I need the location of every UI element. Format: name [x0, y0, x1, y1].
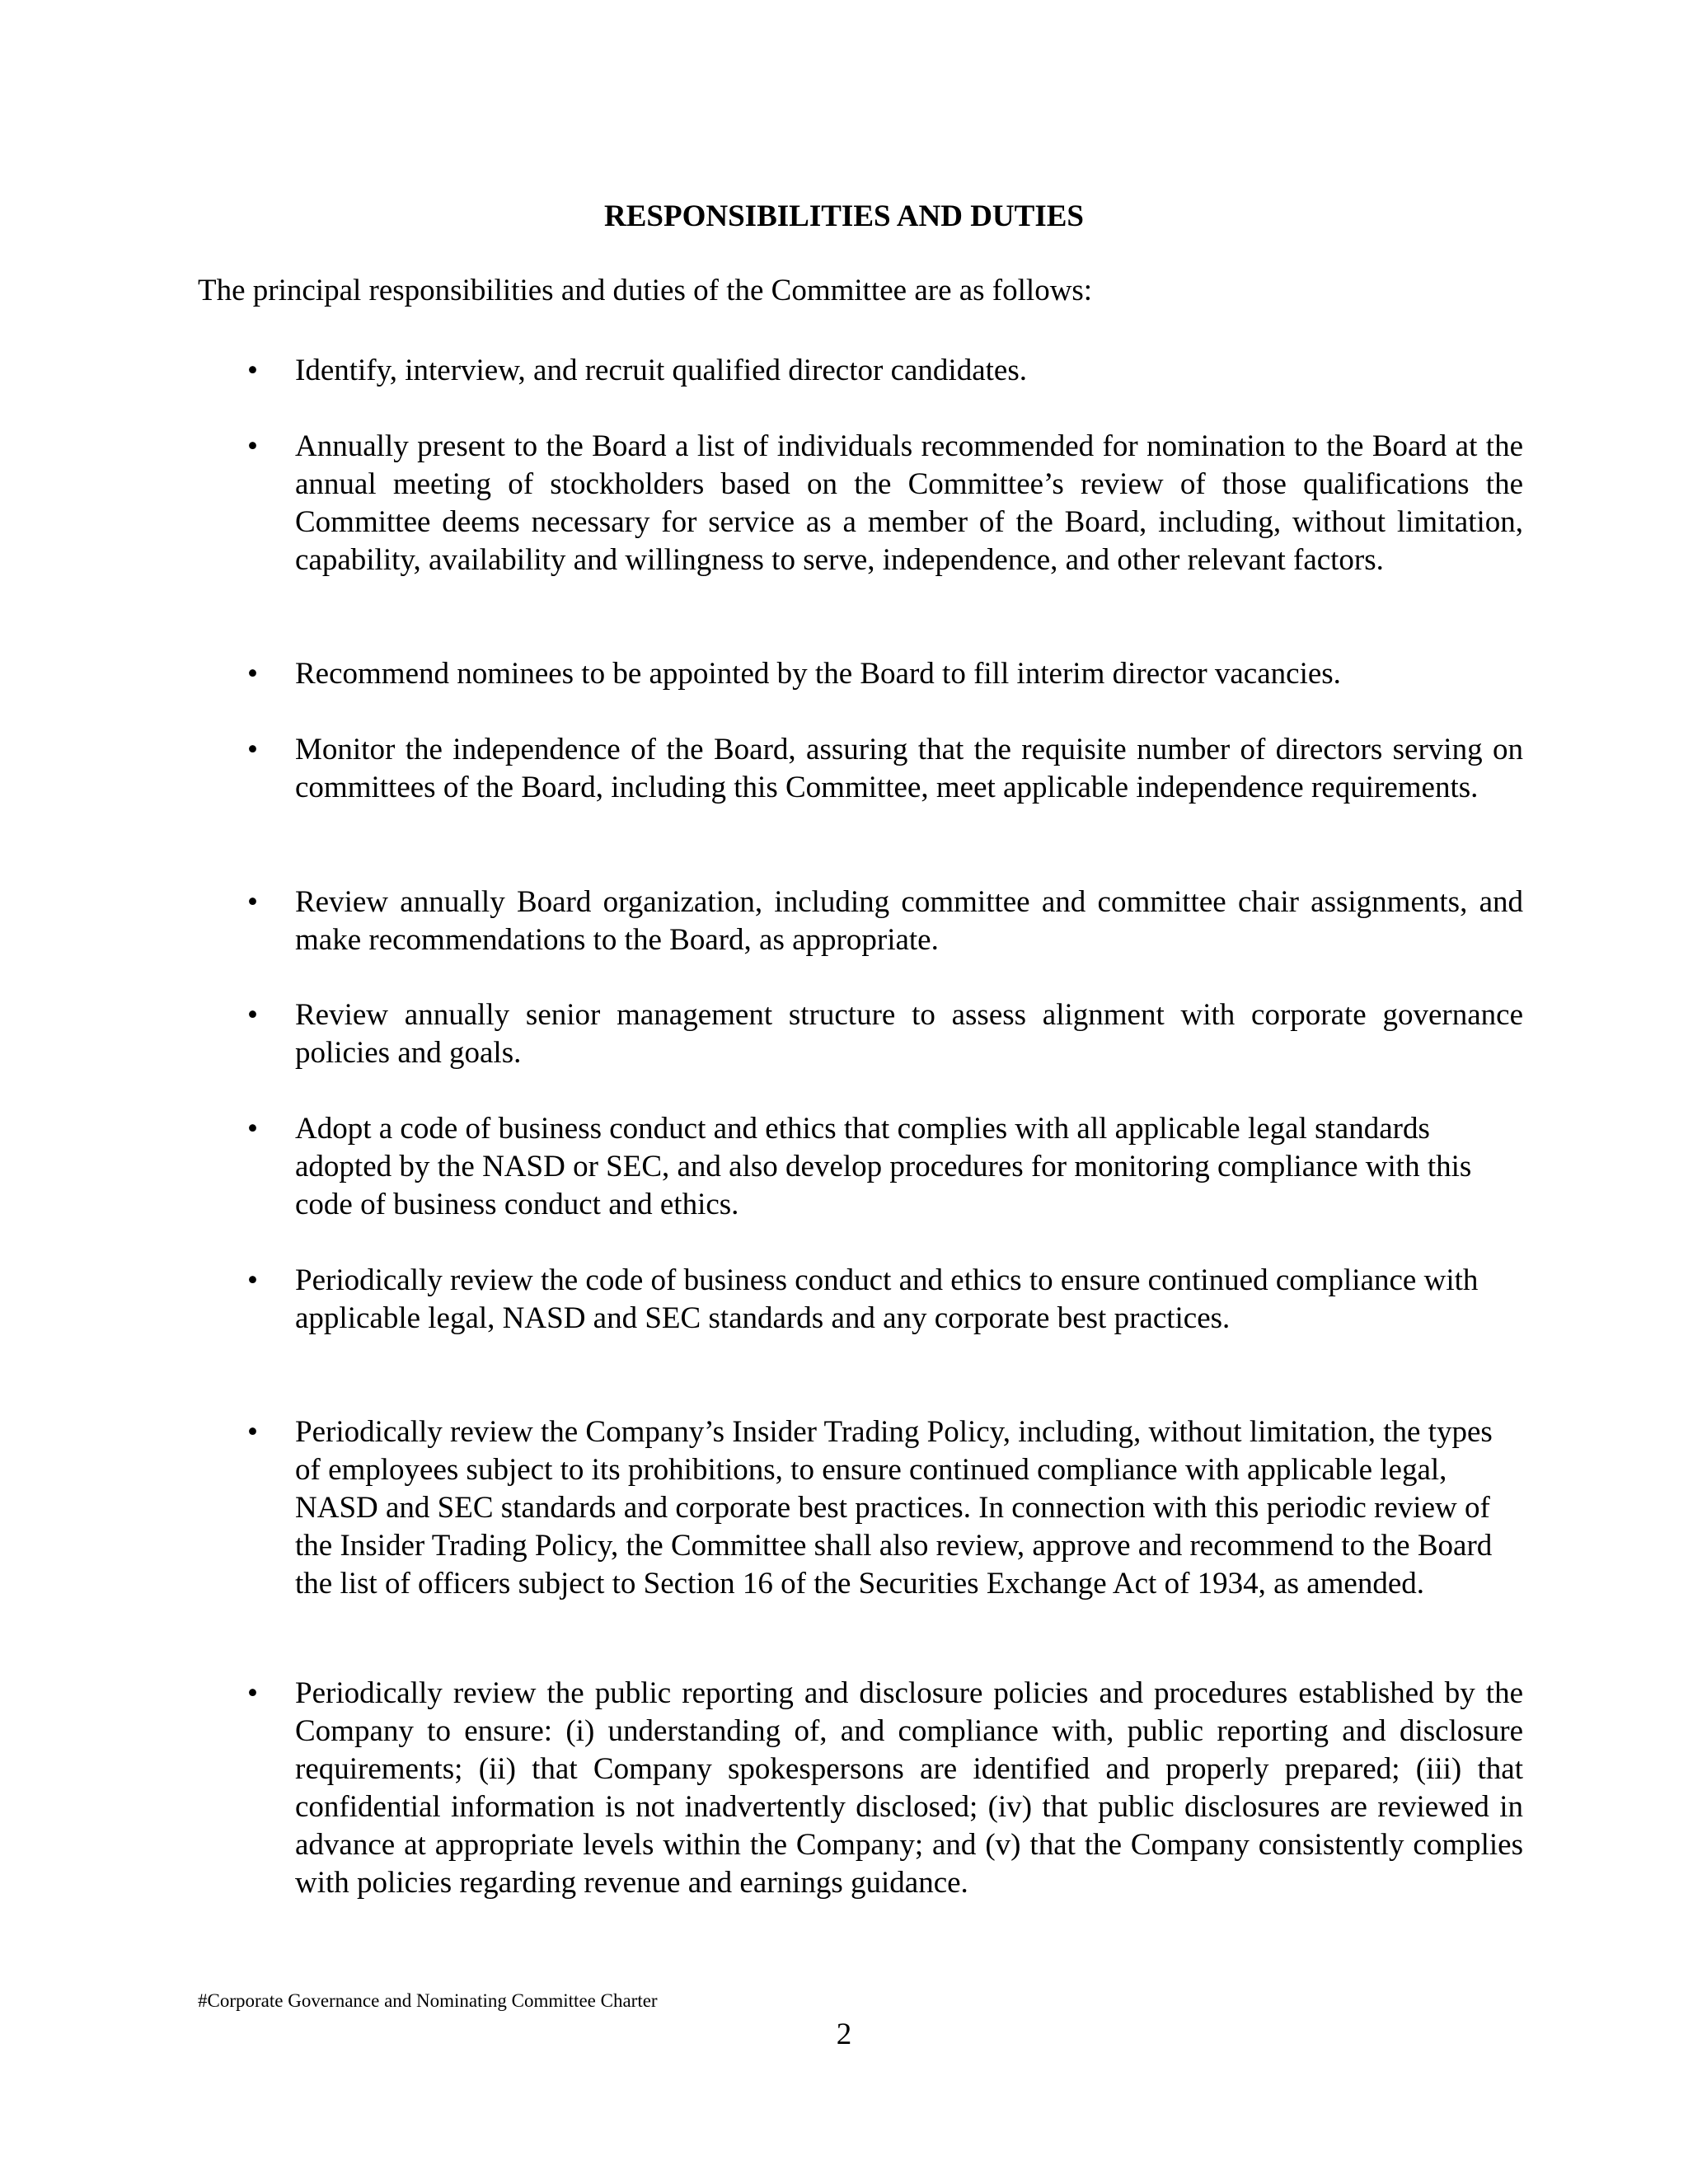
duty-text: Adopt a code of business conduct and ethics that complies with all applicable legal standards adopted by the NASD or SEC, and also develop procedures for monitoring compliance with this code of business conduct and ethics.	[295, 1112, 1472, 1221]
list-item	[247, 428, 1523, 579]
duty-text: Periodically review the public reporting and disclosure policies and procedures established by the Company to ensure: (i) understanding of, and compliance with, public reporting and disclosure requirements; (ii) that Company spokespersons are identified and properly prepared; (iii) that confidential information is not inadvertently disclosed; (iv) that public disclosures are reviewed in advance at appropriate levels within the Company; and (v) that the Company consistently complies with policies regarding revenue and earnings guidance.	[295, 1676, 1523, 1900]
list-item	[247, 655, 1475, 693]
list-item	[247, 1413, 1493, 1603]
bullet-icon: •	[247, 998, 258, 1032]
duty-text: Identify, interview, and recruit qualified director candidates.	[295, 354, 1027, 387]
list-item	[247, 996, 1523, 1072]
page-number: 2	[836, 2018, 852, 2051]
duty-text: Annually present to the Board a list of individuals recommended for nomination to the Board at the annual meeting of stockholders based on the Committee’s review of those qualifications the Committee deems necessary for service as a member of the Board, including, without limitation, capability, availability and willingness to serve, independence, and other relevant factors.	[295, 429, 1523, 577]
bullet-icon: •	[247, 429, 258, 463]
footer-note: #Corporate Governance and Nominating Committee Charter	[198, 1990, 658, 2011]
section-heading: RESPONSIBILITIES AND DUTIES	[604, 199, 1084, 233]
list-item	[247, 1110, 1475, 1224]
duty-text: Periodically review the code of business conduct and ethics to ensure continued compliance with applicable legal, NASD and SEC standards and any corporate best practices.	[295, 1263, 1479, 1335]
duty-text: Monitor the independence of the Board, assuring that the requisite number of directors serving on committees of the Board, including this Committee, meet applicable independence requirements.	[295, 733, 1523, 804]
bullet-icon: •	[247, 657, 258, 691]
bullet-icon: •	[247, 885, 258, 919]
duty-text: Review annually Board organization, including committee and committee chair assignments, and make recommendations to the Board, as appropriate.	[295, 885, 1523, 957]
list-item	[247, 883, 1523, 959]
bullet-icon: •	[247, 1676, 258, 1710]
list-item	[247, 1262, 1479, 1338]
list-item	[247, 352, 1475, 390]
bullet-icon: •	[247, 1112, 258, 1146]
duty-text: Review annually senior management structure to assess alignment with corporate governance policies and goals.	[295, 998, 1523, 1070]
duty-text: Recommend nominees to be appointed by the Board to fill interim director vacancies.	[295, 657, 1341, 691]
bullet-icon: •	[247, 1415, 258, 1449]
bullet-icon: •	[247, 733, 258, 766]
intro-paragraph: The principal responsibilities and duties of the Committee are as follows:	[198, 274, 1093, 307]
list-item	[247, 1675, 1523, 1902]
bullet-icon: •	[247, 1263, 258, 1297]
bullet-icon: •	[247, 354, 258, 387]
list-item	[247, 731, 1523, 807]
duty-text: Periodically review the Company’s Insider Trading Policy, including, without limitation, the types of employees subject to its prohibitions, to ensure continued compliance with applicable legal, NASD and SEC standards and corporate best practices. In connection with this periodic review of the Insider Trading Policy, the Committee shall also review, approve and recommend to the Board the list of officers subject to Section 16 of the Securities Exchange Act of 1934, as amended.	[295, 1415, 1493, 1601]
